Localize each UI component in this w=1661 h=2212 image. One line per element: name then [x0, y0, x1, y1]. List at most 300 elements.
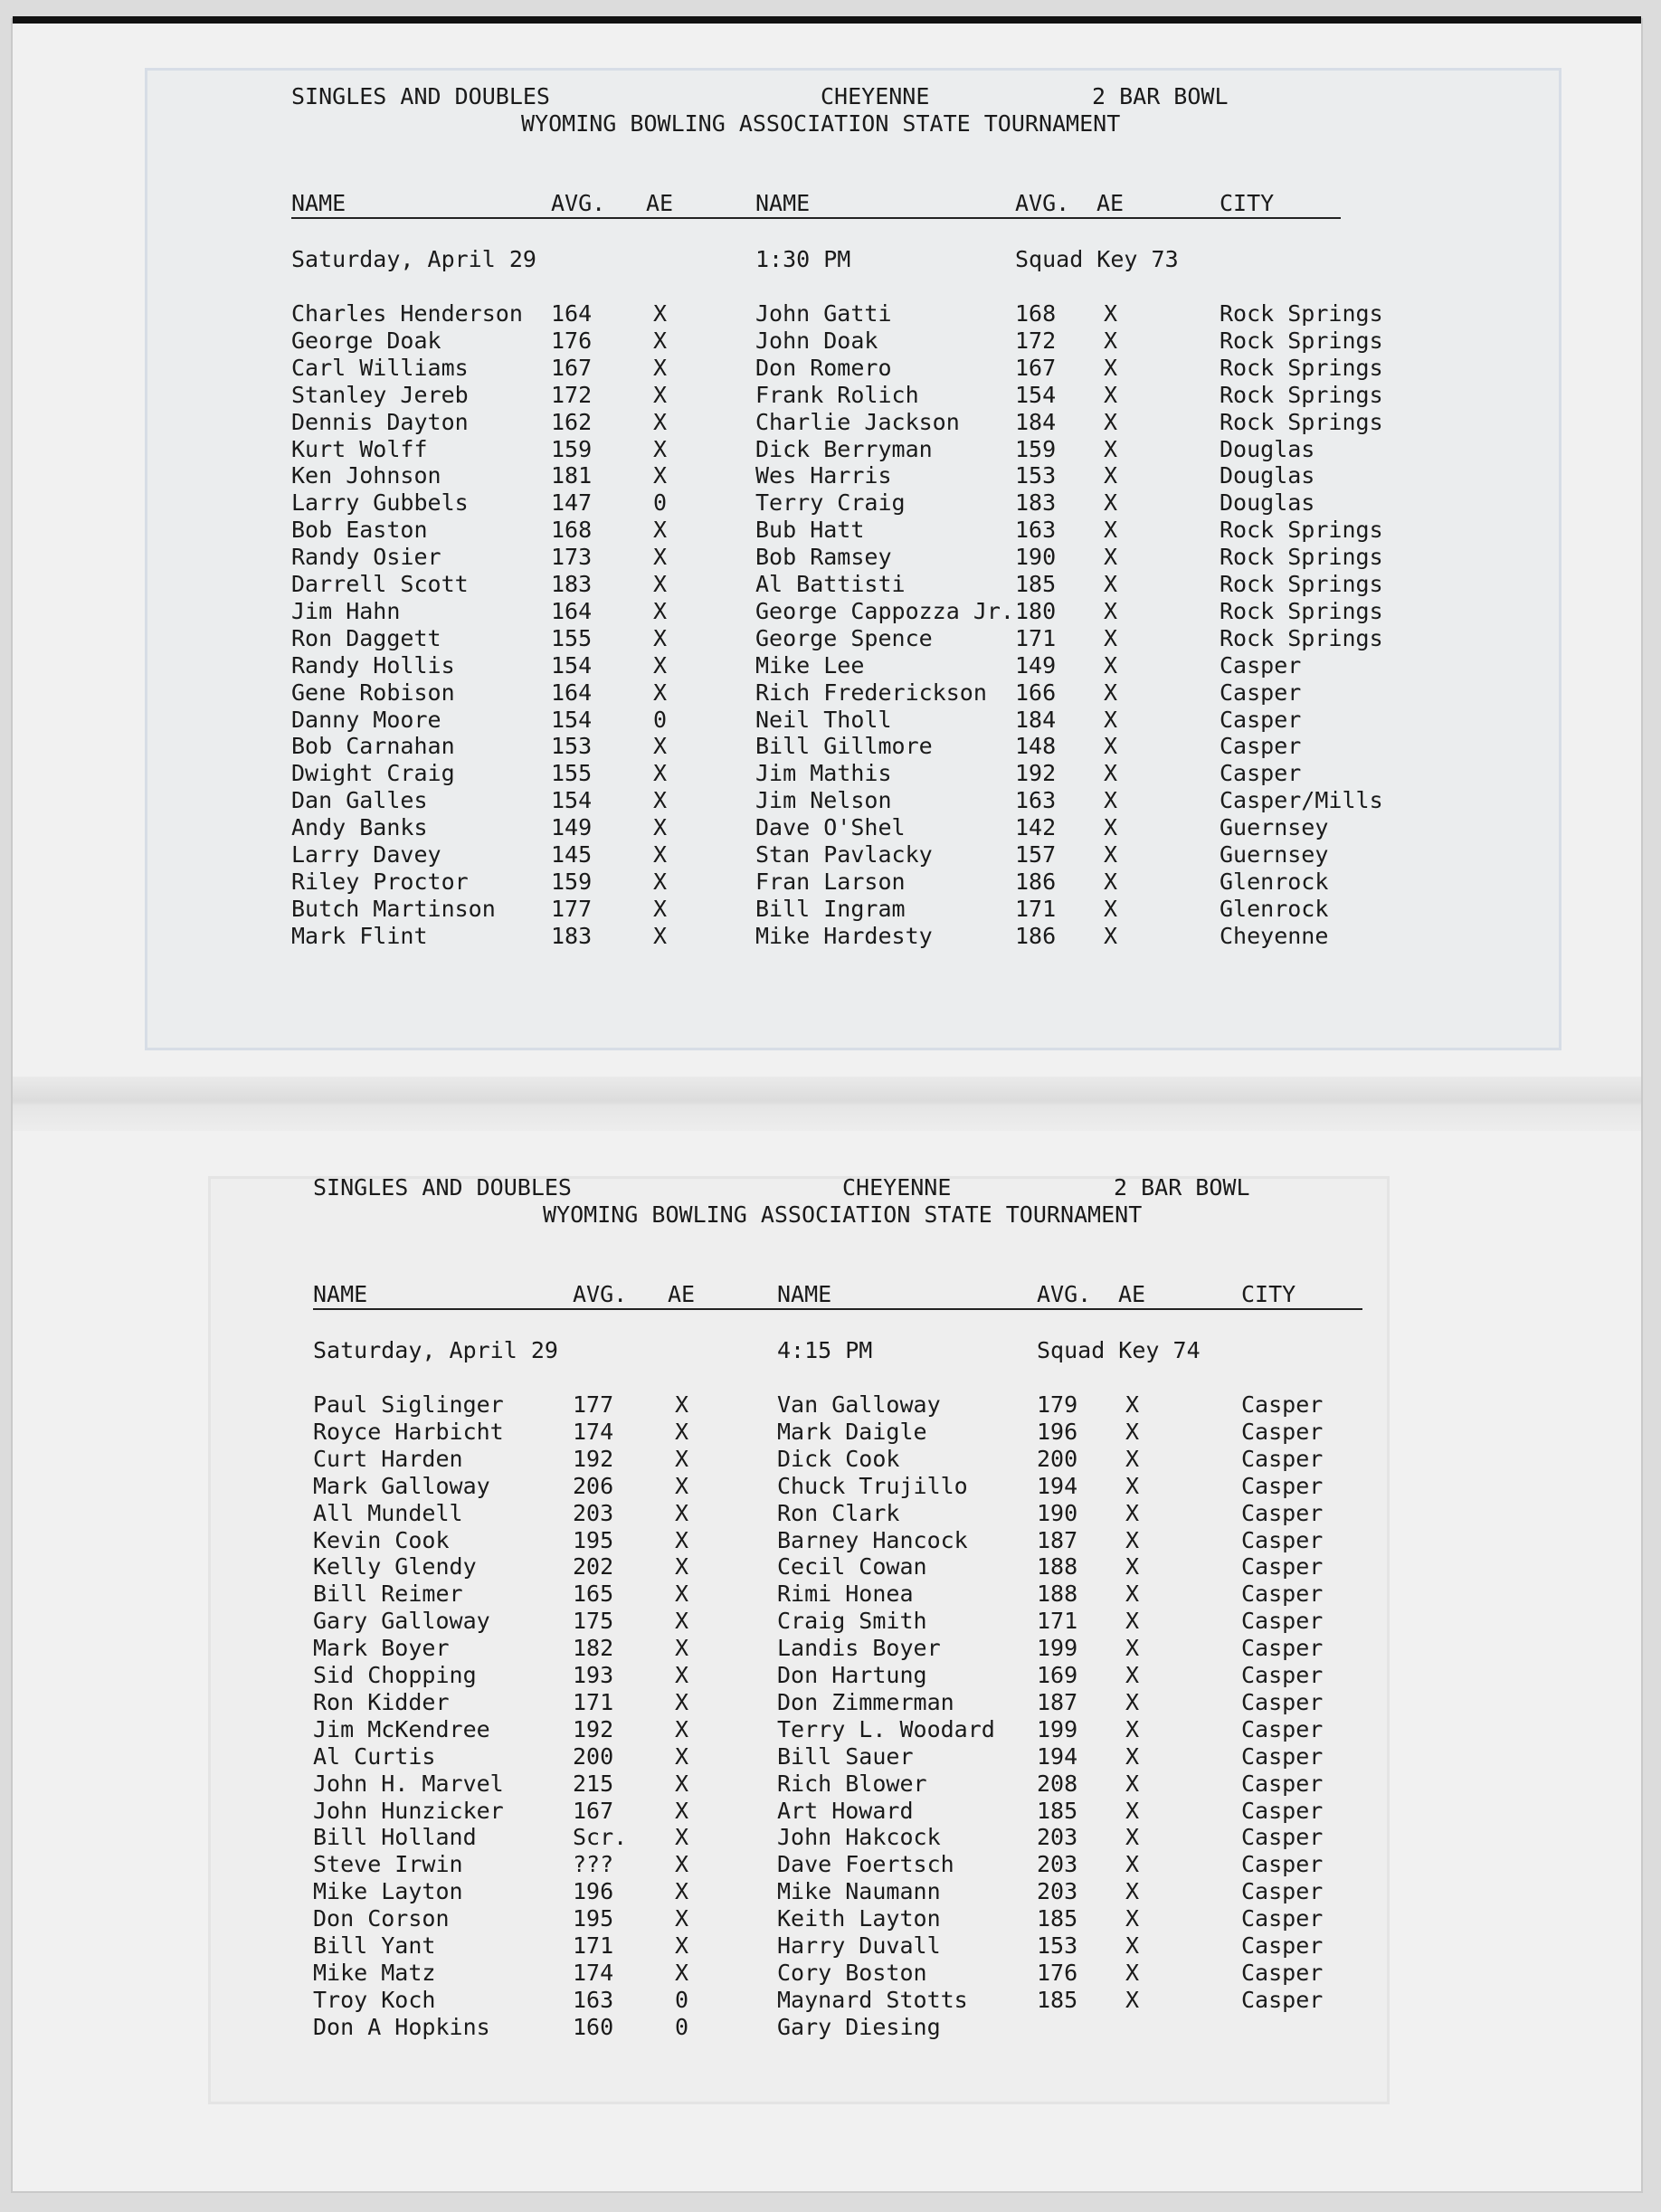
- header-right: 2 BAR BOWL: [1092, 83, 1229, 109]
- cell-city: Rock Springs: [1220, 327, 1383, 354]
- table-row: [313, 1905, 1489, 1932]
- cell-name: Dennis Dayton: [291, 408, 469, 435]
- table-row: [313, 1662, 1489, 1689]
- cell-avg-2: 163: [1015, 517, 1057, 544]
- cell-name: Randy Osier: [291, 544, 441, 571]
- cell-ae: X: [653, 679, 668, 706]
- cell-ae: X: [653, 462, 668, 489]
- cell-city: Guernsey: [1220, 814, 1329, 841]
- cell-ae: X: [653, 517, 668, 544]
- cell-avg-2: 148: [1015, 733, 1057, 760]
- squad-key: Squad Key 73: [1015, 246, 1179, 272]
- cell-avg: 154: [551, 787, 593, 814]
- cell-name-2: Fran Larson: [755, 868, 906, 895]
- cell-avg: 195: [573, 1905, 614, 1932]
- column-header-ae-2: AE: [1096, 190, 1125, 216]
- cell-name-2: Stan Pavlacky: [755, 841, 933, 868]
- cell-name-2: George Spence: [755, 624, 933, 651]
- cell-ae: X: [675, 1445, 689, 1472]
- cell-ae-2: X: [1104, 733, 1118, 760]
- cell-city: Casper: [1241, 1932, 1324, 1959]
- cell-city: Casper: [1241, 1499, 1324, 1526]
- cell-city: Douglas: [1220, 489, 1315, 517]
- cell-ae: X: [675, 1878, 689, 1905]
- cell-ae-2: X: [1125, 1445, 1140, 1472]
- cell-avg: ???: [573, 1851, 614, 1878]
- cell-avg: 203: [573, 1499, 614, 1526]
- cell-city: Casper: [1241, 1986, 1324, 2013]
- cell-ae-2: X: [1125, 1959, 1140, 1986]
- cell-name: Royce Harbicht: [313, 1418, 504, 1445]
- cell-ae-2: X: [1104, 354, 1118, 381]
- cell-avg-2: 171: [1015, 895, 1057, 922]
- table-row: [291, 382, 1467, 409]
- cell-city: Casper: [1220, 679, 1302, 706]
- cell-name-2: Mike Hardesty: [755, 922, 933, 949]
- cell-avg-2: 171: [1015, 624, 1057, 651]
- cell-avg: 183: [551, 571, 593, 597]
- column-header-name: NAME: [313, 1281, 368, 1307]
- cell-city: Glenrock: [1220, 895, 1329, 922]
- page-fold: [13, 1077, 1641, 1131]
- table-row: [291, 707, 1467, 734]
- cell-name: Mike Layton: [313, 1878, 463, 1905]
- cell-avg-2: 187: [1037, 1526, 1078, 1553]
- cell-name-2: Gary Diesing: [777, 2013, 941, 2040]
- cell-name: Jim McKendree: [313, 1715, 490, 1742]
- table-row: [313, 1987, 1489, 2014]
- cell-avg: 147: [551, 489, 593, 517]
- table-row: [313, 2014, 1489, 2041]
- cell-avg: 153: [551, 733, 593, 760]
- cell-name-2: Cory Boston: [777, 1959, 927, 1986]
- cell-ae: X: [653, 651, 668, 679]
- cell-name-2: John Gatti: [755, 300, 892, 327]
- cell-name-2: Dick Cook: [777, 1445, 900, 1472]
- header-center: CHEYENNE: [842, 1174, 952, 1201]
- cell-name-2: Mike Lee: [755, 651, 865, 679]
- cell-ae-2: X: [1125, 1635, 1140, 1662]
- column-header-city: CITY: [1220, 190, 1275, 216]
- cell-name-2: Neil Tholl: [755, 706, 892, 733]
- cell-name: Ron Kidder: [313, 1688, 450, 1715]
- cell-ae: X: [653, 571, 668, 597]
- cell-ae-2: X: [1125, 1688, 1140, 1715]
- cell-avg: 181: [551, 462, 593, 489]
- table-row: [291, 652, 1467, 679]
- cell-avg-2: 183: [1015, 489, 1057, 517]
- cell-avg: 206: [573, 1472, 614, 1499]
- cell-ae: X: [675, 1553, 689, 1581]
- column-header-city: CITY: [1241, 1281, 1296, 1307]
- cell-city: Glenrock: [1220, 868, 1329, 895]
- column-header-name-2: NAME: [755, 190, 811, 216]
- cell-ae: X: [675, 1715, 689, 1742]
- cell-avg: 192: [573, 1715, 614, 1742]
- cell-city: Casper: [1241, 1959, 1324, 1986]
- cell-avg: 171: [573, 1688, 614, 1715]
- cell-ae-2: X: [1125, 1553, 1140, 1581]
- cell-avg: 155: [551, 760, 593, 787]
- header-rule: [313, 1308, 1362, 1310]
- cell-avg: 183: [551, 922, 593, 949]
- cell-avg-2: 172: [1015, 327, 1057, 354]
- cell-name-2: Rich Frederickson: [755, 679, 987, 706]
- table-row: [291, 328, 1467, 355]
- cell-ae-2: X: [1104, 895, 1118, 922]
- cell-avg: 168: [551, 517, 593, 544]
- cell-ae-2: X: [1104, 381, 1118, 408]
- cell-city: Casper: [1220, 733, 1302, 760]
- header-left: SINGLES AND DOUBLES: [291, 83, 550, 109]
- cell-ae-2: X: [1125, 1824, 1140, 1851]
- cell-name: Bob Easton: [291, 517, 428, 544]
- cell-name-2: Dave O'Shel: [755, 814, 906, 841]
- cell-name: Don Corson: [313, 1905, 450, 1932]
- squad-key: Squad Key 74: [1037, 1337, 1201, 1363]
- cell-ae-2: X: [1125, 1715, 1140, 1742]
- column-header-name-2: NAME: [777, 1281, 832, 1307]
- cell-city: Rock Springs: [1220, 624, 1383, 651]
- cell-avg: 177: [573, 1391, 614, 1418]
- cell-ae: X: [653, 814, 668, 841]
- cell-name: Paul Siglinger: [313, 1391, 504, 1418]
- cell-ae-2: X: [1125, 1770, 1140, 1797]
- cell-avg-2: 185: [1037, 1797, 1078, 1824]
- table-row: [313, 1527, 1489, 1554]
- table-row: [291, 489, 1467, 517]
- table-row: [313, 1689, 1489, 1716]
- table-row: [313, 1446, 1489, 1473]
- cell-name-2: Craig Smith: [777, 1608, 927, 1635]
- cell-avg: 215: [573, 1770, 614, 1797]
- cell-ae-2: X: [1125, 1662, 1140, 1688]
- column-header-ae: AE: [646, 190, 674, 216]
- cell-avg: 154: [551, 706, 593, 733]
- cell-avg-2: 168: [1015, 300, 1057, 327]
- cell-ae-2: X: [1104, 706, 1118, 733]
- cell-name-2: Rich Blower: [777, 1770, 927, 1797]
- table-row: [291, 436, 1467, 463]
- cell-name: Larry Gubbels: [291, 489, 469, 517]
- cell-city: Casper: [1241, 1608, 1324, 1635]
- table-row: [313, 1824, 1489, 1851]
- table-row: [291, 409, 1467, 436]
- table-row: [291, 923, 1467, 950]
- table-row: [313, 1743, 1489, 1771]
- cell-ae: X: [675, 1526, 689, 1553]
- cell-ae-2: X: [1104, 760, 1118, 787]
- column-header-ae: AE: [668, 1281, 696, 1307]
- cell-city: Casper: [1241, 1472, 1324, 1499]
- cell-ae-2: X: [1104, 571, 1118, 597]
- column-header-avg-2: AVG.: [1037, 1281, 1092, 1307]
- table-row: [313, 1960, 1489, 1987]
- cell-avg: 167: [573, 1797, 614, 1824]
- cell-city: Casper: [1241, 1770, 1324, 1797]
- cell-ae-2: X: [1104, 624, 1118, 651]
- cell-avg: 165: [573, 1581, 614, 1608]
- document-title: WYOMING BOWLING ASSOCIATION STATE TOURNAMENT: [543, 1201, 1143, 1228]
- cell-ae: X: [675, 1635, 689, 1662]
- cell-avg-2: 192: [1015, 760, 1057, 787]
- cell-name-2: Cecil Cowan: [777, 1553, 927, 1581]
- cell-name-2: Mike Naumann: [777, 1878, 941, 1905]
- cell-ae-2: X: [1125, 1526, 1140, 1553]
- cell-ae-2: X: [1104, 922, 1118, 949]
- cell-avg: 164: [551, 597, 593, 624]
- cell-ae-2: X: [1104, 327, 1118, 354]
- cell-ae: X: [675, 1499, 689, 1526]
- table-row: [291, 571, 1467, 598]
- cell-name-2: Harry Duvall: [777, 1932, 941, 1959]
- cell-name: Danny Moore: [291, 706, 441, 733]
- cell-avg: 182: [573, 1635, 614, 1662]
- table-row: [313, 1851, 1489, 1878]
- cell-name-2: Don Zimmerman: [777, 1688, 954, 1715]
- cell-avg: 176: [551, 327, 593, 354]
- table-row: [291, 300, 1467, 328]
- cell-ae-2: X: [1104, 517, 1118, 544]
- cell-avg-2: 163: [1015, 787, 1057, 814]
- cell-avg-2: 186: [1015, 868, 1057, 895]
- cell-city: Rock Springs: [1220, 300, 1383, 327]
- cell-ae-2: X: [1104, 679, 1118, 706]
- cell-ae: X: [653, 544, 668, 571]
- cell-name-2: Jim Mathis: [755, 760, 892, 787]
- cell-name: Troy Koch: [313, 1986, 436, 2013]
- cell-name-2: Don Hartung: [777, 1662, 927, 1688]
- cell-name-2: Ron Clark: [777, 1499, 900, 1526]
- cell-name: Bill Holland: [313, 1824, 477, 1851]
- cell-name: Curt Harden: [313, 1445, 463, 1472]
- table-row: [313, 1771, 1489, 1798]
- cell-city: Casper: [1241, 1688, 1324, 1715]
- table-row: [291, 733, 1467, 760]
- cell-avg-2: 208: [1037, 1770, 1078, 1797]
- cell-name: Bob Carnahan: [291, 733, 455, 760]
- cell-name-2: Chuck Trujillo: [777, 1472, 968, 1499]
- cell-name-2: Bill Sauer: [777, 1742, 914, 1770]
- cell-ae-2: X: [1125, 1391, 1140, 1418]
- table-row: [291, 841, 1467, 869]
- cell-name: Gary Galloway: [313, 1608, 490, 1635]
- cell-avg: 193: [573, 1662, 614, 1688]
- cell-name-2: Art Howard: [777, 1797, 914, 1824]
- cell-ae-2: X: [1104, 489, 1118, 517]
- cell-name-2: Don Romero: [755, 354, 892, 381]
- cell-city: Rock Springs: [1220, 544, 1383, 571]
- table-row: [313, 1608, 1489, 1635]
- cell-name: Larry Davey: [291, 841, 441, 868]
- cell-avg: 171: [573, 1932, 614, 1959]
- cell-name: Riley Proctor: [291, 868, 469, 895]
- cell-avg-2: 185: [1015, 571, 1057, 597]
- cell-name-2: Bill Gillmore: [755, 733, 933, 760]
- cell-name-2: Charlie Jackson: [755, 408, 960, 435]
- cell-ae: X: [653, 922, 668, 949]
- cell-ae: X: [675, 1932, 689, 1959]
- cell-name: All Mundell: [313, 1499, 463, 1526]
- cell-avg-2: 199: [1037, 1715, 1078, 1742]
- cell-avg-2: 203: [1037, 1878, 1078, 1905]
- cell-ae: X: [675, 1905, 689, 1932]
- cell-avg-2: 176: [1037, 1959, 1078, 1986]
- cell-name: Mark Galloway: [313, 1472, 490, 1499]
- cell-avg-2: 185: [1037, 1905, 1078, 1932]
- cell-name-2: Bill Ingram: [755, 895, 906, 922]
- table-row: [313, 1878, 1489, 1905]
- cell-avg-2: 142: [1015, 814, 1057, 841]
- table-row: [291, 355, 1467, 382]
- cell-ae: X: [675, 1824, 689, 1851]
- cell-name: Sid Chopping: [313, 1662, 477, 1688]
- cell-ae: X: [675, 1581, 689, 1608]
- cell-ae: X: [653, 435, 668, 462]
- cell-name: Ken Johnson: [291, 462, 441, 489]
- cell-city: Cheyenne: [1220, 922, 1329, 949]
- cell-avg: 172: [551, 381, 593, 408]
- cell-avg-2: 180: [1015, 597, 1057, 624]
- table-row: [313, 1798, 1489, 1825]
- column-header-avg-2: AVG.: [1015, 190, 1070, 216]
- cell-city: Guernsey: [1220, 841, 1329, 868]
- cell-ae-2: X: [1104, 544, 1118, 571]
- cell-ae: X: [653, 300, 668, 327]
- cell-ae-2: X: [1125, 1742, 1140, 1770]
- cell-name: Bill Reimer: [313, 1581, 463, 1608]
- cell-city: Rock Springs: [1220, 517, 1383, 544]
- squad-time: 1:30 PM: [755, 246, 851, 272]
- cell-name-2: Jim Nelson: [755, 787, 892, 814]
- cell-name: Kevin Cook: [313, 1526, 450, 1553]
- column-header-avg: AVG.: [573, 1281, 628, 1307]
- cell-ae: X: [653, 733, 668, 760]
- cell-ae: X: [675, 1770, 689, 1797]
- header-rule: [291, 217, 1341, 219]
- cell-avg-2: 184: [1015, 706, 1057, 733]
- cell-avg: 163: [573, 1986, 614, 2013]
- cell-ae: X: [653, 354, 668, 381]
- column-header-avg: AVG.: [551, 190, 606, 216]
- cell-ae-2: X: [1125, 1797, 1140, 1824]
- cell-ae: X: [675, 1851, 689, 1878]
- cell-avg: 160: [573, 2013, 614, 2040]
- cell-avg: 167: [551, 354, 593, 381]
- table-row: [291, 760, 1467, 787]
- cell-name: George Doak: [291, 327, 441, 354]
- cell-avg: 174: [573, 1418, 614, 1445]
- cell-avg: 174: [573, 1959, 614, 1986]
- cell-avg-2: 188: [1037, 1581, 1078, 1608]
- cell-name: Don A Hopkins: [313, 2013, 490, 2040]
- document-title: WYOMING BOWLING ASSOCIATION STATE TOURNAMENT: [521, 110, 1121, 137]
- cell-name-2: Rimi Honea: [777, 1581, 914, 1608]
- cell-ae: X: [675, 1391, 689, 1418]
- cell-city: Casper: [1241, 1662, 1324, 1688]
- cell-name: Charles Henderson: [291, 300, 523, 327]
- cell-ae: X: [675, 1608, 689, 1635]
- cell-avg-2: 167: [1015, 354, 1057, 381]
- cell-avg: 192: [573, 1445, 614, 1472]
- table-row: [291, 679, 1467, 707]
- cell-avg-2: 153: [1037, 1932, 1078, 1959]
- cell-ae: X: [653, 895, 668, 922]
- cell-avg: 164: [551, 679, 593, 706]
- cell-city: Casper: [1241, 1418, 1324, 1445]
- cell-city: Casper/Mills: [1220, 787, 1383, 814]
- cell-name: Stanley Jereb: [291, 381, 469, 408]
- cell-avg-2: 203: [1037, 1824, 1078, 1851]
- cell-ae-2: X: [1104, 300, 1118, 327]
- column-header-name: NAME: [291, 190, 346, 216]
- table-row: [313, 1553, 1489, 1581]
- table-row: [291, 598, 1467, 625]
- cell-avg: 196: [573, 1878, 614, 1905]
- cell-city: Casper: [1241, 1526, 1324, 1553]
- cell-ae: X: [653, 760, 668, 787]
- cell-name: Al Curtis: [313, 1742, 436, 1770]
- top-edge: [13, 16, 1641, 24]
- table-row: [291, 517, 1467, 544]
- table-row: [291, 544, 1467, 571]
- cell-ae-2: X: [1125, 1499, 1140, 1526]
- cell-name-2: John Doak: [755, 327, 878, 354]
- cell-name: Kurt Wolff: [291, 435, 428, 462]
- cell-city: Rock Springs: [1220, 381, 1383, 408]
- cell-name-2: Bob Ramsey: [755, 544, 892, 571]
- cell-city: Casper: [1241, 1797, 1324, 1824]
- cell-avg: 154: [551, 651, 593, 679]
- cell-name-2: George Cappozza Jr.: [755, 597, 1014, 624]
- cell-ae-2: X: [1104, 597, 1118, 624]
- cell-ae-2: X: [1125, 1418, 1140, 1445]
- cell-avg-2: 200: [1037, 1445, 1078, 1472]
- cell-avg-2: 166: [1015, 679, 1057, 706]
- cell-avg-2: 179: [1037, 1391, 1078, 1418]
- cell-avg-2: 188: [1037, 1553, 1078, 1581]
- cell-name-2: Al Battisti: [755, 571, 906, 597]
- cell-avg: 155: [551, 624, 593, 651]
- table-row: [291, 625, 1467, 652]
- cell-name-2: Maynard Stotts: [777, 1986, 968, 2013]
- cell-ae: X: [653, 408, 668, 435]
- cell-avg-2: 203: [1037, 1851, 1078, 1878]
- cell-name: Darrell Scott: [291, 571, 469, 597]
- table-row: [291, 787, 1467, 814]
- cell-city: Douglas: [1220, 435, 1315, 462]
- cell-city: Douglas: [1220, 462, 1315, 489]
- cell-ae: X: [675, 1472, 689, 1499]
- cell-ae: 0: [675, 2013, 689, 2040]
- cell-avg: 149: [551, 814, 593, 841]
- cell-city: Rock Springs: [1220, 571, 1383, 597]
- cell-ae: X: [653, 327, 668, 354]
- cell-ae-2: X: [1125, 1878, 1140, 1905]
- cell-ae-2: X: [1104, 408, 1118, 435]
- cell-name: Mike Matz: [313, 1959, 436, 1986]
- cell-ae: X: [653, 868, 668, 895]
- cell-avg: 200: [573, 1742, 614, 1770]
- cell-avg: 159: [551, 435, 593, 462]
- table-row: [313, 1473, 1489, 1500]
- cell-avg-2: 153: [1015, 462, 1057, 489]
- cell-city: Rock Springs: [1220, 354, 1383, 381]
- cell-ae-2: X: [1125, 1472, 1140, 1499]
- cell-name: Ron Daggett: [291, 624, 441, 651]
- cell-ae: X: [653, 787, 668, 814]
- cell-avg-2: 190: [1015, 544, 1057, 571]
